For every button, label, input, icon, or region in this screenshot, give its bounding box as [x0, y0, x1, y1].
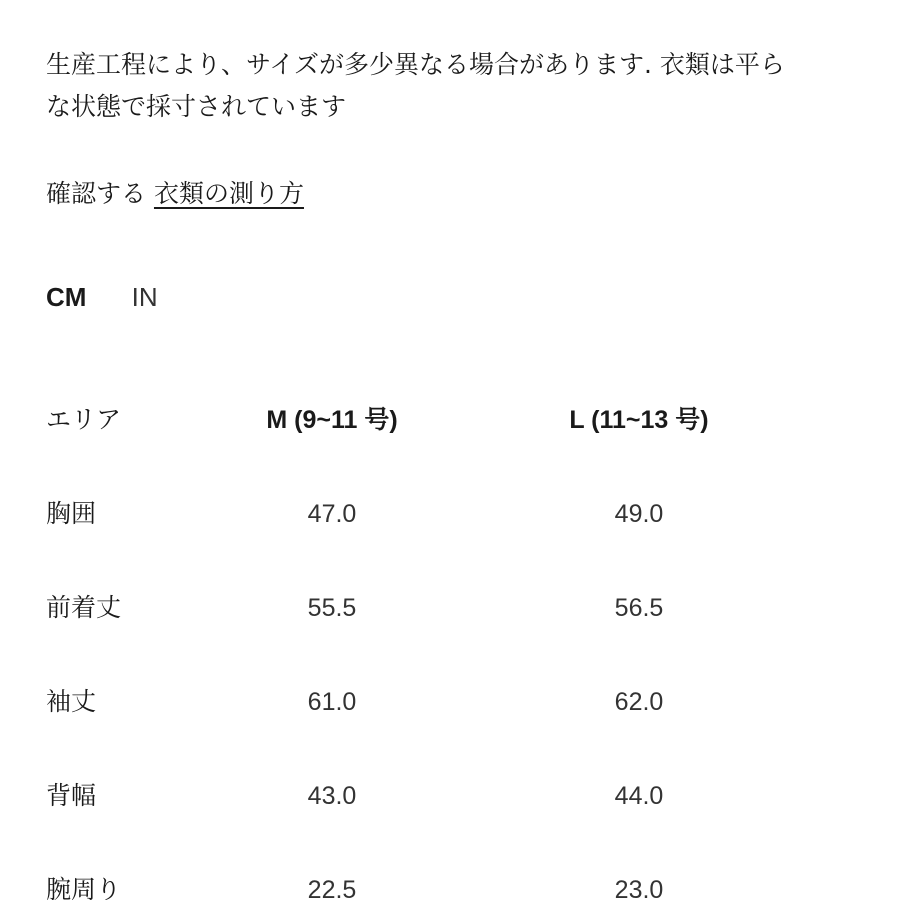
unit-cm-button[interactable]: CM [46, 282, 87, 312]
header-size-l: L (11~13 号) [569, 406, 709, 434]
row-value-l: 62.0 [614, 688, 664, 716]
row-value-m: 22.5 [307, 876, 357, 900]
row-area-label: 袖丈 [46, 687, 97, 716]
row-area-label: 胸囲 [46, 499, 97, 528]
row-value-m: 61.0 [307, 688, 357, 716]
size-notice-line-1: 生産工程により、サイズが多少異なる場合があります. 衣類は平ら [46, 50, 785, 79]
measurement-guide-link[interactable]: 衣類の測り方 [153, 179, 304, 208]
table-row [46, 774, 866, 868]
size-table [46, 398, 866, 900]
header-size-m: M (9~11 号) [266, 406, 398, 434]
row-value-m: 55.5 [307, 594, 357, 622]
size-notice-line-2: な状態で採寸されています [46, 92, 347, 121]
table-header-row [46, 398, 866, 492]
row-area-label: 背幅 [46, 781, 97, 810]
row-value-m: 43.0 [307, 782, 357, 810]
table-row [46, 680, 866, 774]
row-value-l: 49.0 [614, 500, 664, 528]
row-value-m: 47.0 [307, 500, 357, 528]
confirm-label: 確認する [46, 179, 147, 208]
size-notice [46, 44, 866, 128]
row-value-l: 23.0 [614, 876, 664, 900]
row-area-label: 腕周り [46, 875, 122, 900]
table-row [46, 492, 866, 586]
unit-in-button[interactable]: IN [131, 282, 158, 312]
header-area: エリア [46, 405, 122, 434]
table-row [46, 586, 866, 680]
row-area-label: 前着丈 [46, 593, 122, 622]
measurement-guide-row [46, 174, 304, 214]
table-row [46, 868, 866, 900]
unit-toggle [46, 277, 158, 317]
row-value-l: 56.5 [614, 594, 664, 622]
row-value-l: 44.0 [614, 782, 664, 810]
